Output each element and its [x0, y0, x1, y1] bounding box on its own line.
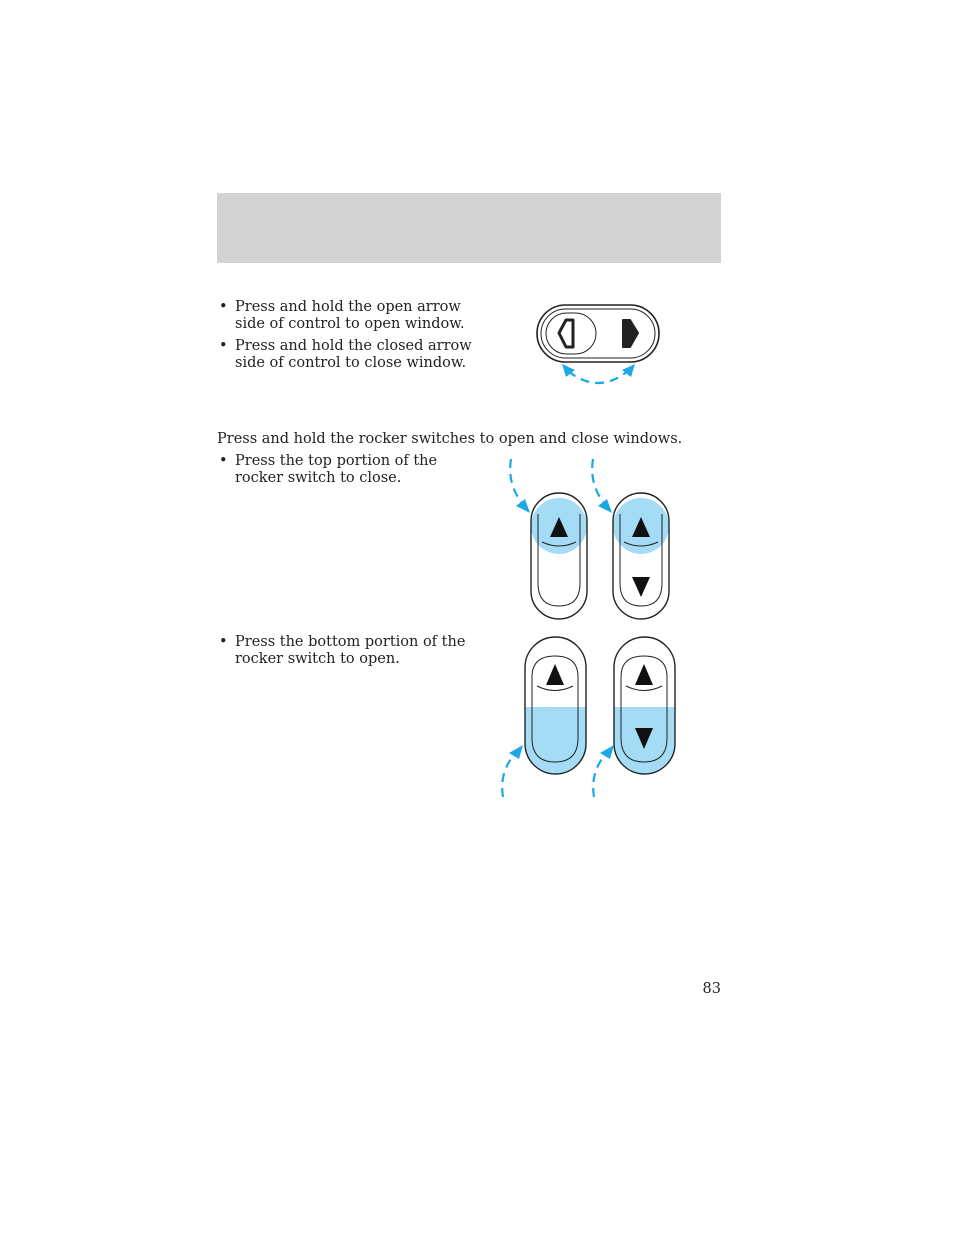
bullet-press-top: • Press the top portion of the rocker switch to close.	[217, 453, 477, 487]
bullet-open-window: • Press and hold the open arrow side of control to open window.	[217, 299, 477, 333]
bullet-close-window: • Press and hold the closed arrow side of control to close window.	[217, 338, 477, 372]
rocker-switch-icon	[525, 637, 586, 774]
dashed-pointer-arrow-icon	[593, 745, 614, 797]
dashed-pointer-arrow-icon	[502, 745, 523, 797]
rocker-switch-icon	[614, 637, 675, 774]
up-arrow-icon	[546, 664, 564, 685]
rocker-intro-paragraph: Press and hold the rocker switches to open and close windows.	[217, 431, 683, 447]
bullet-press-bottom: • Press the bottom portion of the rocker switch to open.	[217, 634, 477, 668]
up-arrow-icon	[635, 664, 653, 685]
page-number: 83	[702, 981, 721, 997]
